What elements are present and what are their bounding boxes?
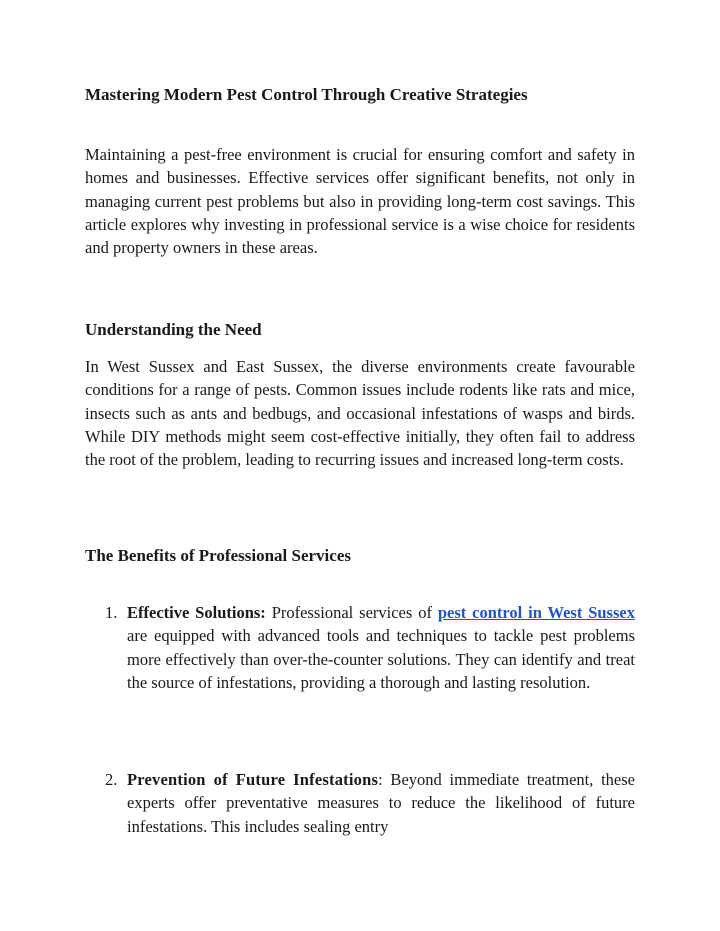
benefit-item-body: [127, 601, 635, 694]
list-marker: 1.: [105, 603, 118, 622]
document-title: Mastering Modern Pest Control Through Creative Strategies: [85, 85, 528, 104]
intro-paragraph: Maintaining a pest-free environment is crucial for ensuring comfort and safety in homes and businesses. Effective services offer significant benefits, not only in managing current pest problems but also in providing long-term cost savings. This article explores why investing in professional service is a wise choice for residents and property owners in these areas.: [85, 145, 635, 258]
benefit-item-text: Professional services of: [265, 603, 438, 622]
benefit-item-text: : Beyond immediate treatment, these experts offer preventative measures to reduce the likelihood of future infestations. This includes sealing entry: [127, 770, 636, 836]
benefit-item-text-continued: are equipped with advanced tools and techniques to tackle pest problems more effectively than over-the-counter solutions. They can identify and treat the source of infestations, providing a thorough and lasting resolution.: [127, 626, 635, 692]
benefit-item-lead: Prevention of Future Infestations: [127, 770, 379, 789]
section-heading-need: Understanding the Need: [85, 320, 262, 339]
benefit-item-lead: Effective Solutions:: [127, 603, 266, 622]
benefit-item-body: [127, 768, 635, 838]
need-paragraph: In West Sussex and East Sussex, the diverse environments create favourable conditions for a range of pests. Common issues include rodents like rats and mice, insects such as ants and bedbugs, and occasional infestations of wasps and birds. While DIY methods might seem cost-effective initially, they often fail to address the root of the problem, leading to recurring issues and increased long-term costs.: [85, 357, 635, 470]
pest-control-west-sussex-link[interactable]: pest control in West Sussex: [437, 603, 635, 622]
list-marker: 2.: [105, 770, 118, 789]
section-heading-benefits: The Benefits of Professional Services: [85, 546, 351, 565]
